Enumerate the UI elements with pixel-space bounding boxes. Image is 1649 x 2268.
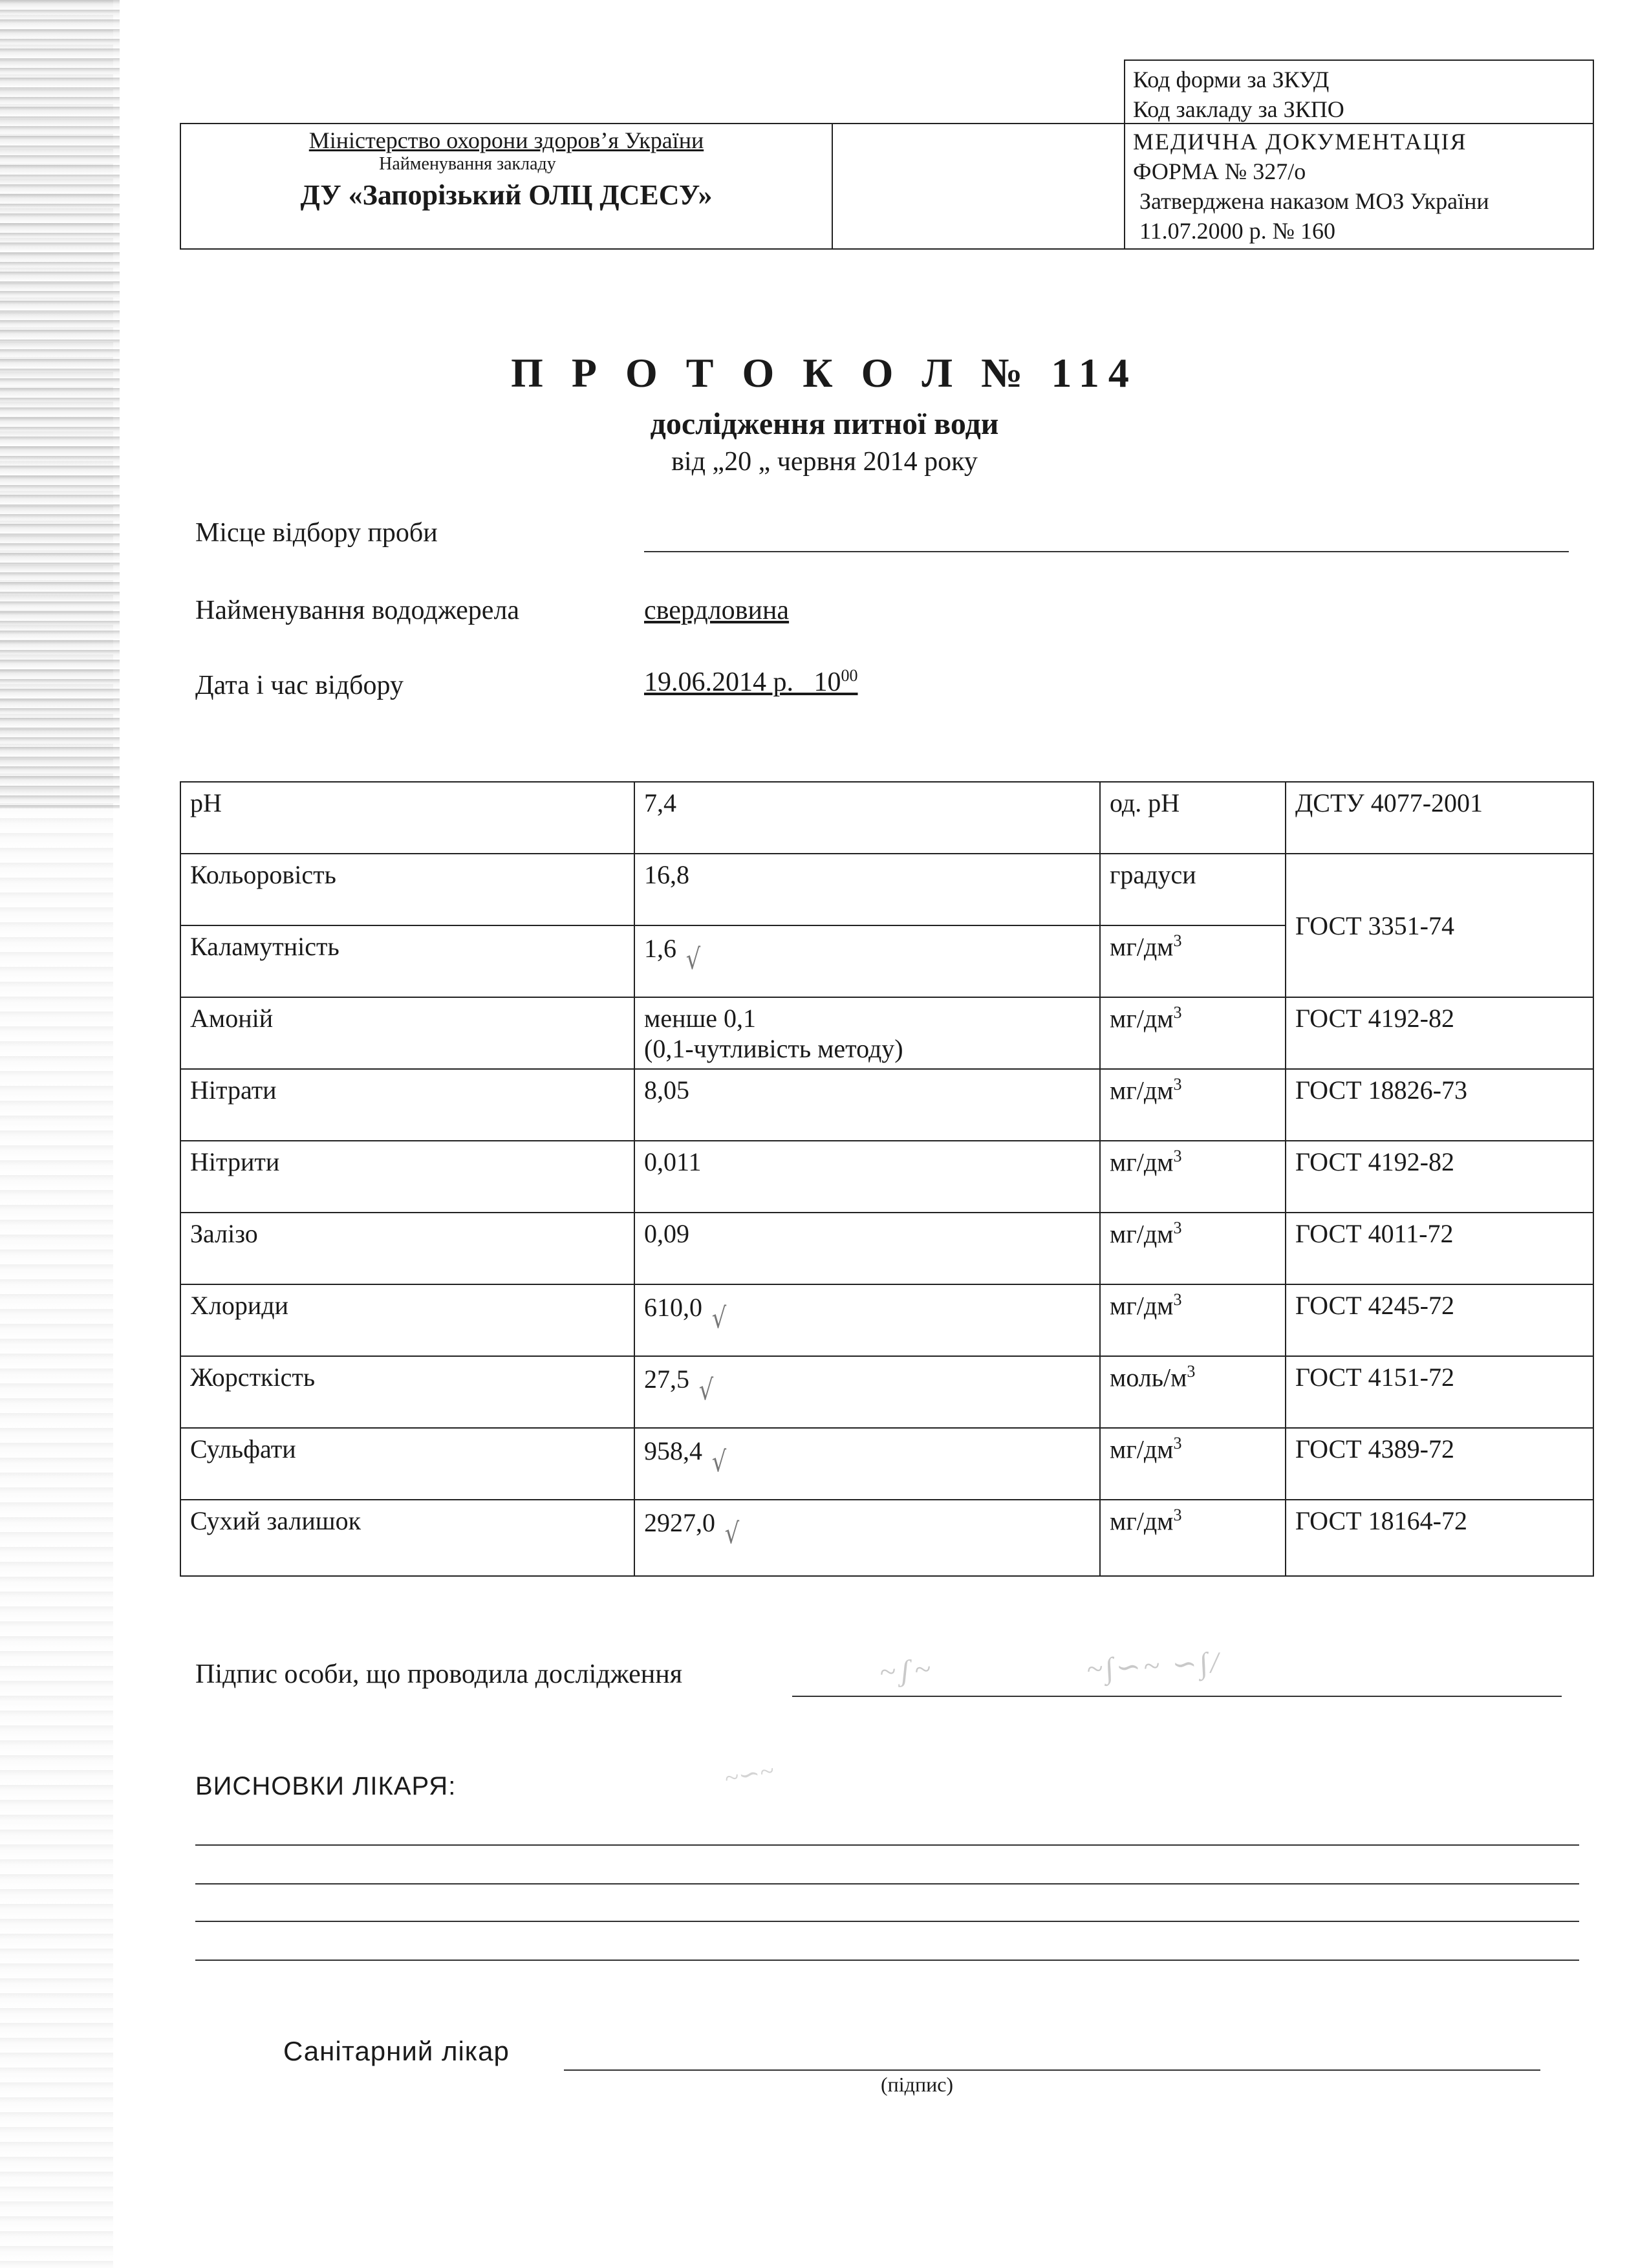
param-name: Сульфати — [180, 1428, 634, 1500]
facility-label: Найменування закладу — [379, 154, 556, 174]
param-value: 958,4 — [644, 1436, 702, 1465]
unit-exponent: 3 — [1173, 1147, 1182, 1165]
checkmark-icon: √ — [711, 1302, 727, 1335]
param-name: Хлориди — [180, 1284, 634, 1356]
table-row — [180, 1500, 1593, 1576]
code-institution-label: Код закладу за ЗКПО — [1133, 96, 1344, 122]
approved-by: Затверджена наказом МОЗ України — [1139, 188, 1489, 214]
conclusions-line — [195, 1883, 1579, 1885]
signature-hint: (підпис) — [881, 2073, 954, 2096]
param-name: Залізо — [180, 1213, 634, 1284]
institution-cell — [181, 124, 833, 248]
param-name: Амоній — [180, 997, 634, 1069]
param-name: Каламутність — [180, 925, 634, 997]
doctor-label: Санітарний лікар — [283, 2036, 510, 2066]
header-table — [180, 123, 1594, 250]
param-method: ГОСТ 18826-73 — [1286, 1069, 1593, 1141]
param-unit-cell — [1100, 997, 1286, 1069]
form-number: ФОРМА № 327/о — [1133, 158, 1306, 184]
place-line — [644, 551, 1569, 552]
param-value-note: (0,1-чутливість методу) — [644, 1034, 903, 1063]
param-name: pH — [180, 782, 634, 854]
param-value: 0,011 — [634, 1141, 1100, 1213]
param-value-cell — [634, 1356, 1100, 1428]
param-value: 2927,0 — [644, 1508, 715, 1537]
checkmark-icon: √ — [724, 1517, 740, 1550]
table-row — [180, 1284, 1593, 1356]
param-value-cell — [634, 1284, 1100, 1356]
unit-exponent: 3 — [1173, 1003, 1182, 1022]
param-unit: мг/дм — [1110, 1506, 1174, 1536]
param-value: 1,6 — [644, 934, 676, 963]
table-row — [180, 997, 1593, 1069]
param-method: ГОСТ 4389-72 — [1286, 1428, 1593, 1500]
param-unit-cell — [1100, 925, 1286, 997]
unit-exponent: 3 — [1173, 931, 1182, 950]
sample-time-hour: 10 — [814, 667, 841, 697]
param-name: Сухий залишок — [180, 1500, 634, 1576]
place-label: Місце відбору проби — [195, 518, 438, 548]
param-unit: моль/м — [1110, 1363, 1187, 1392]
param-name: Нітрити — [180, 1141, 634, 1213]
param-unit-cell — [1100, 1141, 1286, 1213]
doctor-signature-line — [564, 2069, 1540, 2071]
param-method: ГОСТ 4011-72 — [1286, 1213, 1593, 1284]
table-row — [180, 1213, 1593, 1284]
unit-exponent: 3 — [1173, 1434, 1182, 1453]
param-value-cell — [634, 925, 1100, 997]
datetime-value — [644, 666, 858, 698]
signature-line — [792, 1696, 1562, 1697]
param-value-cell — [634, 997, 1100, 1069]
source-value: свердловина — [644, 596, 790, 625]
form-info-cell — [1125, 124, 1592, 248]
param-method: ГОСТ 18164-72 — [1286, 1500, 1593, 1576]
param-unit-cell — [1100, 1428, 1286, 1500]
unit-exponent: 3 — [1173, 1075, 1182, 1094]
param-unit: од. pH — [1100, 782, 1286, 854]
param-value: 7,4 — [634, 782, 1100, 854]
param-method: ГОСТ 4245-72 — [1286, 1284, 1593, 1356]
param-unit: мг/дм — [1110, 1291, 1174, 1321]
conclusions-label: ВИСНОВКИ ЛІКАРЯ: — [195, 1772, 457, 1800]
sample-time-min: 00 — [841, 666, 858, 685]
param-unit-cell — [1100, 1069, 1286, 1141]
sample-date: 19.06.2014 р. — [644, 667, 793, 697]
ministry-name: Міністерство охорони здоров’я України — [308, 127, 704, 153]
param-unit: мг/дм — [1110, 1219, 1174, 1249]
checkmark-icon: √ — [698, 1374, 714, 1407]
table-row — [180, 854, 1593, 925]
param-name: Кольоровість — [180, 854, 634, 925]
param-method: ДСТУ 4077-2001 — [1286, 782, 1593, 854]
param-unit-cell — [1100, 1356, 1286, 1428]
signature-mark: ~ʃ~ — [878, 1652, 937, 1689]
facility-name: ДУ «Запорізький ОЛЦ ДСЕСУ» — [300, 179, 713, 211]
form-code-box — [1124, 59, 1594, 124]
protocol-subject: дослідження питної води — [650, 407, 999, 441]
code-form-label: Код форми за ЗКУД — [1133, 67, 1330, 92]
signature-label: Підпис особи, що проводила дослідження — [195, 1659, 683, 1689]
table-row — [180, 1428, 1593, 1500]
param-value: 0,09 — [634, 1213, 1100, 1284]
unit-exponent: 3 — [1173, 1506, 1182, 1524]
param-unit-cell — [1100, 1500, 1286, 1576]
param-value: 610,0 — [644, 1293, 702, 1322]
table-row — [180, 1069, 1593, 1141]
faint-mark: ~∽~ — [722, 1755, 777, 1793]
param-unit: мг/дм — [1110, 1004, 1174, 1033]
param-value: 16,8 — [634, 854, 1100, 925]
param-unit-cell — [1100, 1213, 1286, 1284]
checkmark-icon: √ — [685, 943, 701, 976]
param-unit-cell — [1100, 1284, 1286, 1356]
param-method: ГОСТ 4192-82 — [1286, 1141, 1593, 1213]
datetime-label: Дата і час відбору — [195, 671, 404, 700]
param-unit: мг/дм — [1110, 1075, 1174, 1105]
protocol-date: від „20 „ червня 2014 року — [671, 447, 978, 477]
param-unit: мг/дм — [1110, 932, 1174, 962]
param-value: 27,5 — [644, 1365, 689, 1394]
param-unit: мг/дм — [1110, 1434, 1174, 1464]
source-label: Найменування вододжерела — [195, 596, 520, 625]
approved-date: 11.07.2000 р. № 160 — [1139, 218, 1336, 244]
conclusions-line — [195, 1844, 1579, 1846]
param-method: ГОСТ 4192-82 — [1286, 997, 1593, 1069]
unit-exponent: 3 — [1173, 1218, 1182, 1237]
param-method: ГОСТ 3351-74 — [1286, 854, 1593, 997]
unit-exponent: 3 — [1173, 1290, 1182, 1309]
param-value-cell — [634, 1500, 1100, 1576]
param-unit: мг/дм — [1110, 1147, 1174, 1177]
param-method: ГОСТ 4151-72 — [1286, 1356, 1593, 1428]
table-row — [180, 782, 1593, 854]
param-value: менше 0,1 — [644, 1004, 757, 1033]
unit-exponent: 3 — [1187, 1362, 1196, 1381]
param-value-cell — [634, 1428, 1100, 1500]
blank-cell — [832, 124, 1125, 248]
conclusions-line — [195, 1960, 1579, 1961]
protocol-title: П Р О Т О К О Л № 114 — [511, 350, 1138, 396]
param-name: Нітрати — [180, 1069, 634, 1141]
conclusions-line — [195, 1921, 1579, 1922]
signature-mark: ~∫∽~ ∽∫/ — [1085, 1645, 1222, 1686]
table-row — [180, 1356, 1593, 1428]
table-row — [180, 1141, 1593, 1213]
results-table — [180, 781, 1594, 1577]
checkmark-icon: √ — [711, 1445, 727, 1478]
scan-edge-noise-top — [0, 0, 120, 808]
doc-type: МЕДИЧНА ДОКУМЕНТАЦІЯ — [1133, 129, 1467, 155]
param-name: Жорсткість — [180, 1356, 634, 1428]
param-value: 8,05 — [634, 1069, 1100, 1141]
param-unit: градуси — [1100, 854, 1286, 925]
